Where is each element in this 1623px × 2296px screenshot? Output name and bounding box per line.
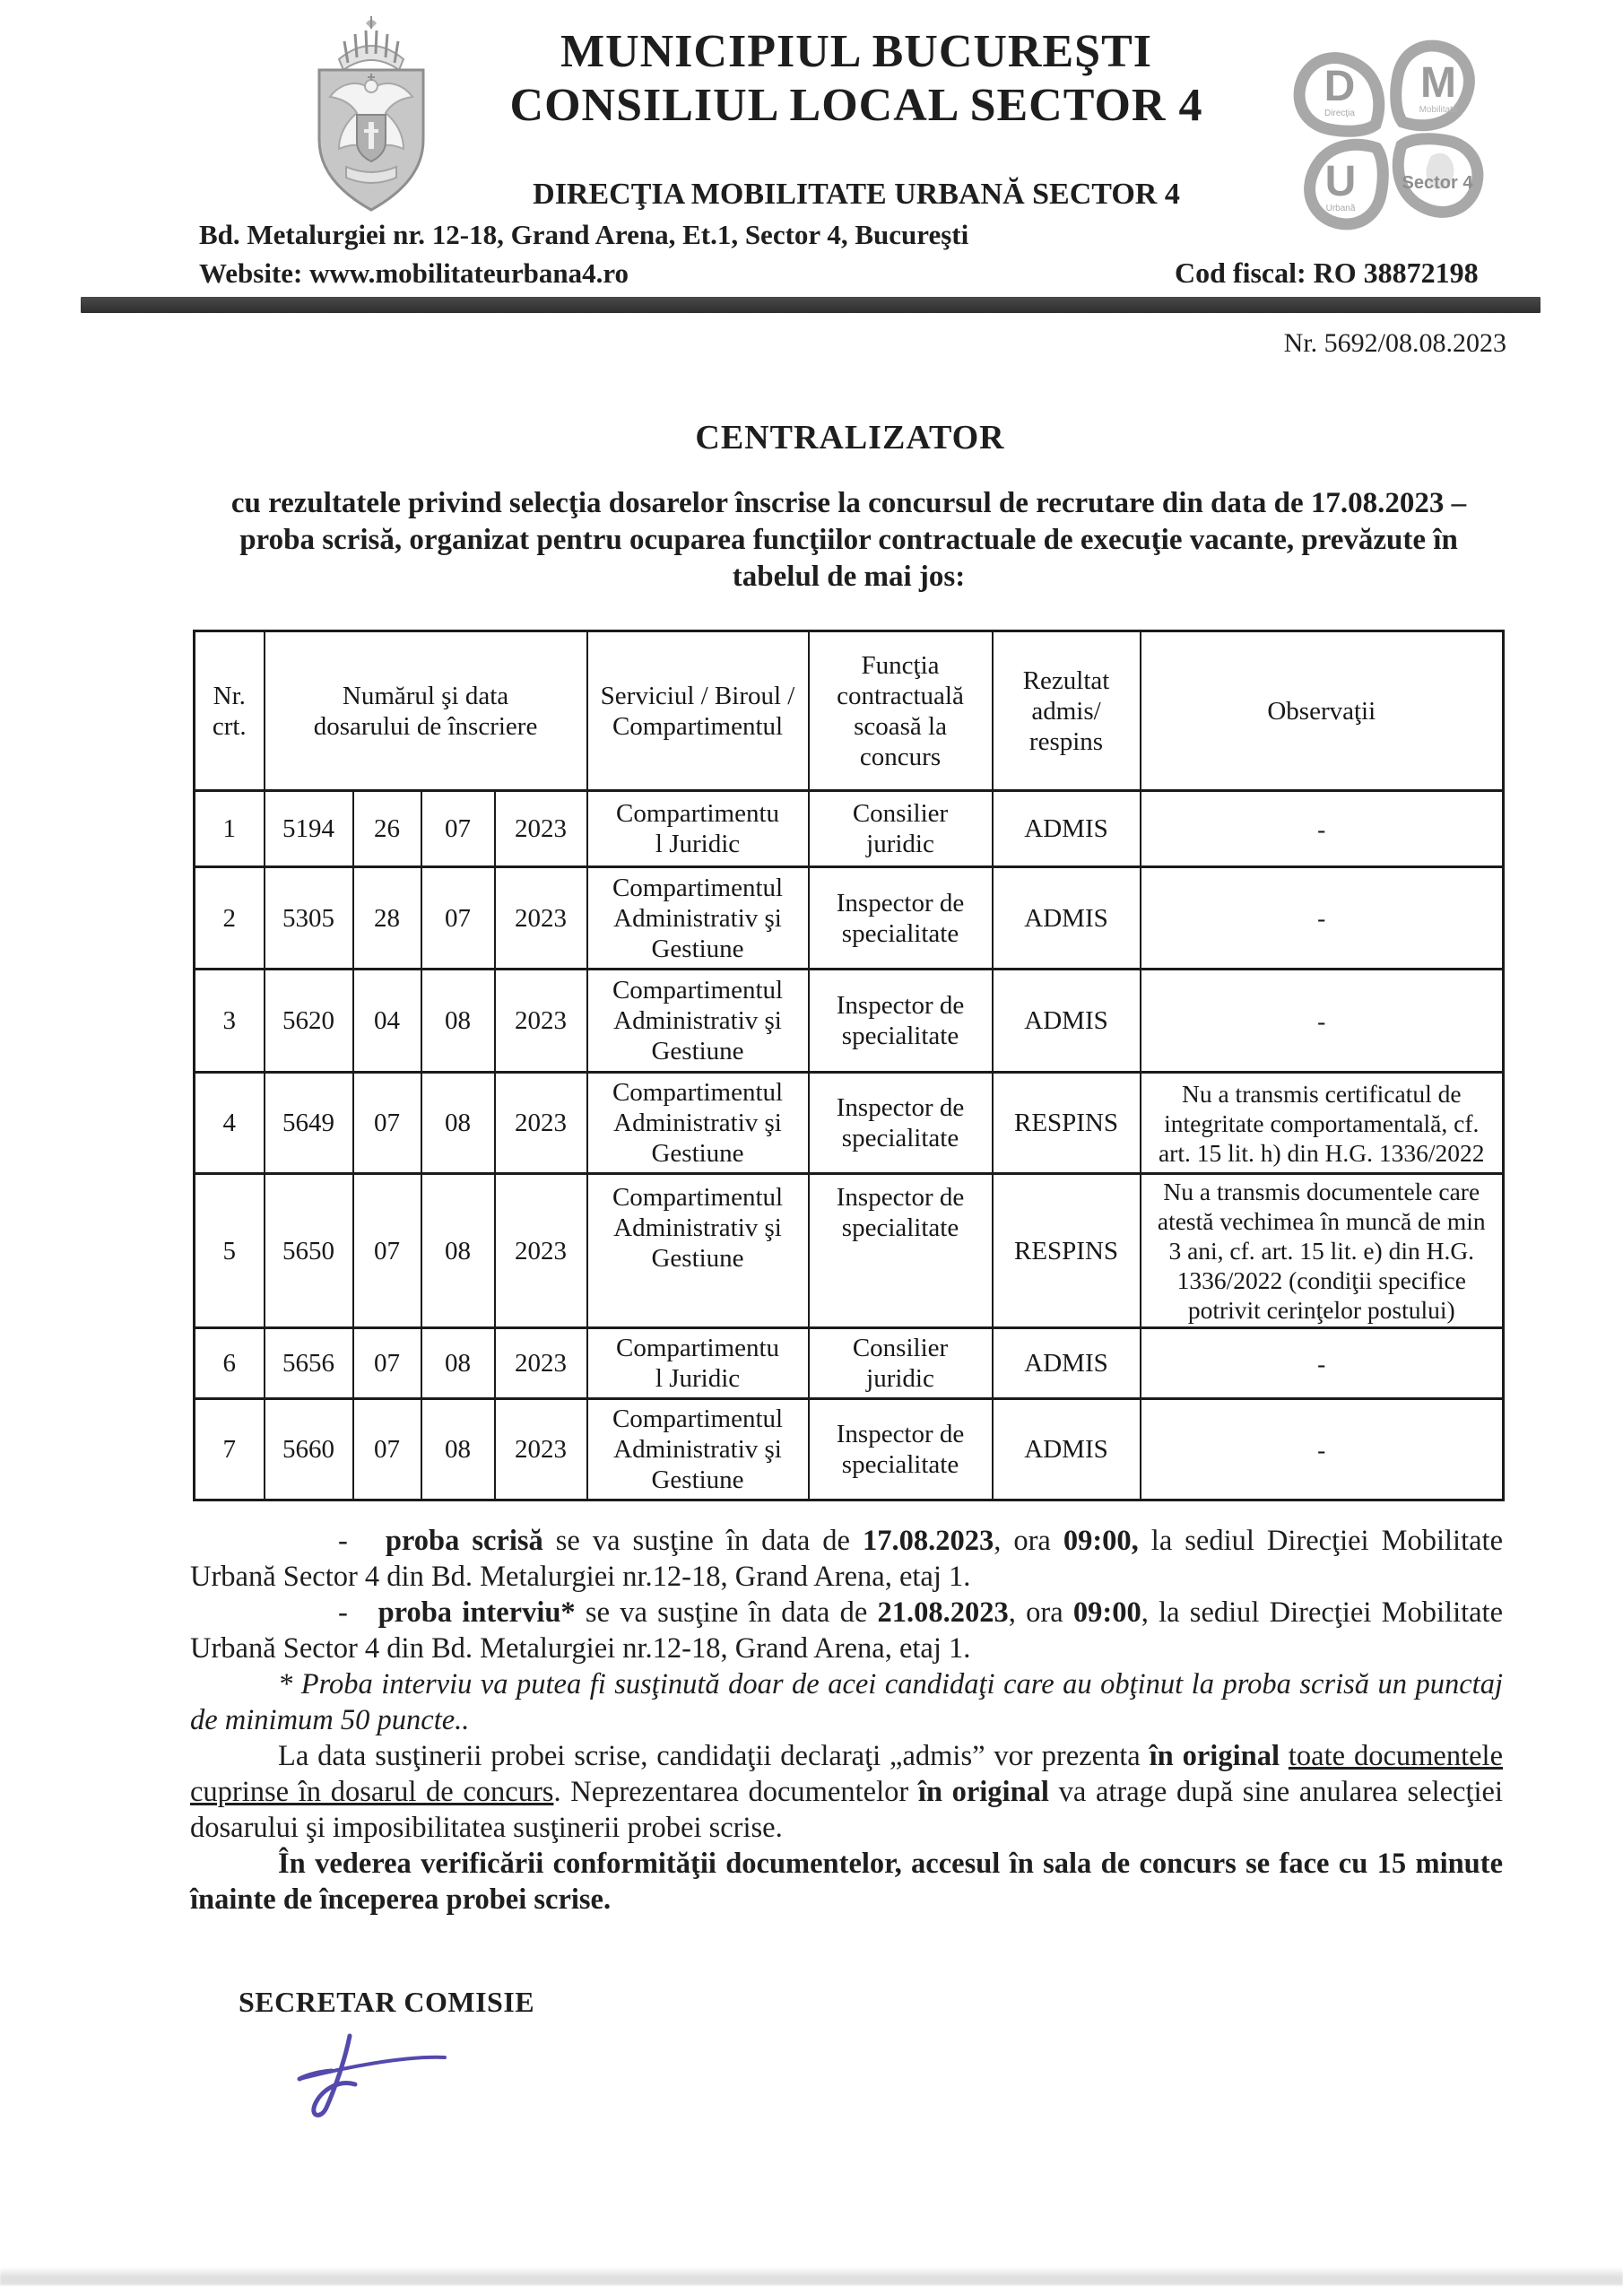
observatii-cell: -: [1141, 791, 1504, 867]
nr-cell: 3: [195, 970, 265, 1073]
dosar-year-cell: 2023: [495, 1328, 587, 1399]
document-intro: cu rezultatele privind selecţia dosarelor înscrise la concursul de recrutare din data de 17.08.2023 – proba scrisă, organizat pentru ocuparea funcţiilor contractuale de execuţie vacante, prevăzute în tabelul de mai jos:: [230, 487, 1467, 593]
serviciu-cell: Compartimentul Administrativ şi Gestiune: [587, 970, 809, 1073]
dosar-year-cell: 2023: [495, 970, 587, 1073]
dosar-month-cell: 07: [421, 791, 495, 867]
paragraph-3: * Proba interviu va putea fi susţinută doar de acei candidaţi care au obţinut la proba scrisă un punctaj de minimum 50 puncte..: [190, 1668, 1503, 1736]
dosar-month-cell: 08: [421, 970, 495, 1073]
nr-cell: 6: [195, 1328, 265, 1399]
col-header-dosar: Numărul şi data dosarului de înscriere: [265, 631, 587, 791]
dosar-number-cell: 5656: [265, 1328, 353, 1399]
paragraph-5: În vederea verificării conformităţii documentelor, accesul în sala de concurs se face cu 15 minute înainte de începerea probei scrise.: [190, 1848, 1503, 1916]
dosar-day-cell: 07: [353, 1073, 421, 1174]
dosar-month-cell: 08: [421, 1399, 495, 1500]
nr-cell: 1: [195, 791, 265, 867]
logo-label-d: Direcţia: [1324, 109, 1355, 118]
org-title-line2: CONSILIUL LOCAL SECTOR 4: [509, 80, 1203, 131]
col-header-observatii: Observaţii: [1141, 631, 1504, 791]
functie-cell: Consilier juridic: [809, 791, 993, 867]
dosar-year-cell: 2023: [495, 867, 587, 970]
dosar-month-cell: 07: [421, 867, 495, 970]
dosar-year-cell: 2023: [495, 1073, 587, 1174]
dosar-day-cell: 04: [353, 970, 421, 1073]
observatii-cell: -: [1141, 1328, 1504, 1399]
paragraph-2: - proba interviu* se va susţine în data de 21.08.2023, ora 09:00, la sediul Direcţiei Mobilitate Urbană Sector 4 din Bd. Metalurgiei nr.12-18, Grand Arena, etaj 1.: [190, 1596, 1504, 1665]
rezultat-cell: RESPINS: [993, 1073, 1141, 1174]
table-row: [195, 867, 1504, 970]
table-row: [195, 1399, 1504, 1500]
nr-cell: 4: [195, 1073, 265, 1174]
nr-cell: 7: [195, 1399, 265, 1500]
col-header-functia: Funcţia contractuală scoasă la concurs: [809, 631, 993, 791]
serviciu-cell: Compartimentul Administrativ şi Gestiune: [587, 867, 809, 970]
dosar-day-cell: 07: [353, 1174, 421, 1328]
logo-sector-label: Sector 4: [1402, 173, 1473, 193]
results-table: [193, 630, 1505, 1501]
functie-cell: Inspector de specialitate: [809, 970, 993, 1073]
dosar-number-cell: 5620: [265, 970, 353, 1073]
table-row: [195, 1174, 1504, 1328]
document-number: Nr. 5692/08.08.2023: [1283, 328, 1506, 358]
body-paragraphs: [190, 1523, 1503, 1918]
rezultat-cell: ADMIS: [993, 867, 1141, 970]
observatii-cell: -: [1141, 867, 1504, 970]
observatii-cell: Nu a transmis documentele care atestă vechimea în muncă de min 3 ani, cf. art. 15 lit. e) din H.G. 1336/2022 (condiţii specifice potrivit cerinţelor postului): [1141, 1174, 1504, 1328]
functie-cell: Inspector de specialitate: [809, 1073, 993, 1174]
rezultat-cell: ADMIS: [993, 791, 1141, 867]
observatii-cell: Nu a transmis certificatul de integritate comportamentală, cf. art. 15 lit. h) din H.G. 1336/2022: [1141, 1073, 1504, 1174]
dosar-year-cell: 2023: [495, 1174, 587, 1328]
logo-letter-d: D: [1324, 63, 1356, 110]
logo-label-u: Urbană: [1325, 204, 1356, 213]
org-website: Website: www.mobilitateurbana4.ro: [199, 257, 629, 289]
dosar-number-cell: 5660: [265, 1399, 353, 1500]
dosar-day-cell: 26: [353, 791, 421, 867]
col-header-nr: Nr. crt.: [195, 631, 265, 791]
org-title-line1: MUNICIPIUL BUCUREŞTI: [560, 26, 1152, 77]
dosar-day-cell: 28: [353, 867, 421, 970]
dosar-year-cell: 2023: [495, 1399, 587, 1500]
rezultat-cell: ADMIS: [993, 1328, 1141, 1399]
dosar-number-cell: 5649: [265, 1073, 353, 1174]
functie-cell: Inspector de specialitate: [809, 867, 993, 970]
functie-cell: Inspector de specialitate: [809, 1174, 993, 1328]
logo-letter-m: M: [1420, 59, 1456, 107]
dosar-number-cell: 5650: [265, 1174, 353, 1328]
org-address: Bd. Metalurgiei nr. 12-18, Grand Arena, Et.1, Sector 4, Bucureşti: [199, 219, 969, 250]
dosar-number-cell: 5305: [265, 867, 353, 970]
dosar-year-cell: 2023: [495, 791, 587, 867]
table-row: [195, 970, 1504, 1073]
serviciu-cell: Compartimentul Administrativ şi Gestiune: [587, 1073, 809, 1174]
observatii-cell: -: [1141, 970, 1504, 1073]
signature-icon: [269, 2023, 448, 2122]
paragraph-1: - proba scrisă se va susţine în data de 17.08.2023, ora 09:00, la sediul Direcţiei Mobilitate Urbană Sector 4 din Bd. Metalurgiei nr.12-18, Grand Arena, etaj 1.: [190, 1525, 1503, 1593]
org-subtitle: DIRECŢIA MOBILITATE URBANĂ SECTOR 4: [533, 178, 1180, 211]
dmu-logo: [1288, 38, 1492, 239]
rezultat-cell: ADMIS: [993, 1399, 1141, 1500]
rezultat-cell: ADMIS: [993, 970, 1141, 1073]
logo-letter-u: U: [1324, 158, 1357, 205]
table-row: [195, 1073, 1504, 1174]
header-separator-bar: [81, 297, 1541, 313]
functie-cell: Inspector de specialitate: [809, 1399, 993, 1500]
rezultat-cell: RESPINS: [993, 1174, 1141, 1328]
serviciu-cell: Compartimentul Administrativ şi Gestiune: [587, 1174, 809, 1328]
serviciu-cell: Compartimentu l Juridic: [587, 1328, 809, 1399]
dosar-month-cell: 08: [421, 1174, 495, 1328]
dosar-month-cell: 08: [421, 1328, 495, 1399]
scan-edge-shadow: [0, 2267, 1623, 2285]
dosar-day-cell: 07: [353, 1399, 421, 1500]
fiscal-code: Cod fiscal: RO 38872198: [1175, 257, 1479, 289]
functie-cell: Consilier juridic: [809, 1328, 993, 1399]
paragraph-4: La data susţinerii probei scrise, candidaţii declaraţi „admis” vor prezenta în original toate documentele cuprinse în dosarul de concurs. Neprezentarea documentelor în original va atrage după sine anularea selecţiei dosarului şi imposibilitatea susţinerii probei scrise.: [190, 1740, 1503, 1844]
table-row: [195, 791, 1504, 867]
nr-cell: 5: [195, 1174, 265, 1328]
signer-title: SECRETAR COMISIE: [239, 1986, 535, 2018]
table-header-row: [195, 631, 1504, 791]
dosar-number-cell: 5194: [265, 791, 353, 867]
serviciu-cell: Compartimentul Administrativ şi Gestiune: [587, 1399, 809, 1500]
table-row: [195, 1328, 1504, 1399]
dosar-day-cell: 07: [353, 1328, 421, 1399]
nr-cell: 2: [195, 867, 265, 970]
logo-label-m: Mobilitate: [1419, 105, 1458, 115]
col-header-serviciu: Serviciul / Biroul / Compartimentul: [587, 631, 809, 791]
serviciu-cell: Compartimentu l Juridic: [587, 791, 809, 867]
observatii-cell: -: [1141, 1399, 1504, 1500]
document-title: CENTRALIZATOR: [695, 419, 1005, 457]
col-header-rezultat: Rezultat admis/ respins: [993, 631, 1141, 791]
dosar-month-cell: 08: [421, 1073, 495, 1174]
